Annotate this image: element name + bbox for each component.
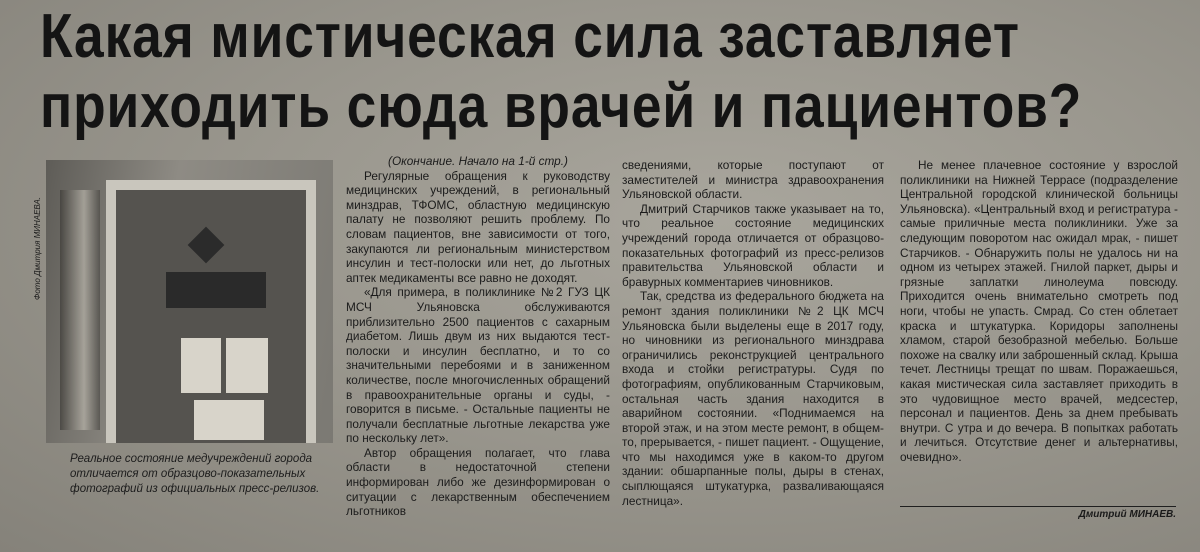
photo-damaged-wall [60,190,100,430]
paragraph: Не менее плачевное состояние у взрослой поликлиники на Нижней Террасе (подразделение Центральной городской клинической больницы Ульяновска). «Центральный вход и регистратура - самые приличные места поликлиники. Уже за следующим поворотом нас ожидал мрак, - пишет Старчиков. - Обнаружить полы не удалось ни на одном из четырех этажей. Гнилой паркет, дыры и грязные заплатки линолеума повсюду. Приходится очень внимательно смотреть под ноги, чтобы не упасть. Смрад. Со стен облетает краска и штукатурка. Коридоры заполнены хламом, старой безобразной мебелью. Больше похоже на свалку или заброшенный склад. Крыша течет. Лестницы трещат по швам. Поражаешься, какая мистическая сила заставляет приходить в это чудовищное место врачей, медсестер, персонал и пациентов. День за днем пребывать внутри. С утра и до вечера. В попытках работать и лечиться. Отсутствие денег и альтернативы, очевидно». [900,158,1178,464]
article-column-1 [346,154,610,519]
paragraph: сведениями, которые поступают от заместителей и министра здравоохранения Ульяновской области. [622,158,884,202]
author-signature: Дмитрий МИНАЕВ. [1078,509,1176,520]
headline-line-1: Какая мистическая сила заставляет [40,2,1020,71]
photo-notice-1 [181,338,221,393]
continuation-note: (Окончание. Начало на 1-й стр.) [388,154,568,168]
article-column-3 [900,158,1178,464]
headline [40,2,1083,142]
photo-caption: Реальное состояние медучреждений города отличается от образцово-показательных фотографий из официальных пресс-релизов. [70,453,320,495]
photo-sign-board [166,272,266,308]
paragraph: «Для примера, в поликлинике №2 ГУЗ ЦК МСЧ Ульяновска обслуживаются приблизительно 2500 пациентов с сахарным диабетом. Лишь двум из них выдаются тест-полоски и инсулин бесплатно, и то со значительными перебоями и в заниженном количестве, после многочисленных обращений в правоохранительные органы и суды, - говорится в письме. - Остальные пациенты не получали бесплатные льготные лекарства уже по нескольку лет». [346,285,610,446]
paragraph: Дмитрий Старчиков также указывает на то, что реальное состояние медицинских учреждений города отличается от образцово-показательных фотографий из пресс-релизов правительства Ульяновской области и бравурных комментариев чиновников. [622,201,884,289]
author-rule [900,506,1176,507]
headline-line-2: приходить сюда врачей и пациентов? [40,72,1083,141]
paragraph: Регулярные обращения к руководству медицинских учреждений, в региональный минздрав, ТФОМС, областную медицинскую палату не позволяют решить проблему. По словам пациентов, вне зависимости от того, закупаются ли региональным министерством инсулин и тест-полоски или нет, до льготных аптек медикаменты все равно не доходят. [346,168,610,285]
paragraph: Автор обращения полагает, что глава области в недостаточной степени информирован либо же дезинформирован о ситуации с лекарственным обеспечением льготников [346,445,610,519]
article-photo [46,160,333,443]
paragraph: Так, средства из федерального бюджета на ремонт здания поликлиники №2 ЦК МСЧ Ульяновска были выделены еще в 2017 году, но чиновники из регионального минздрава ограничились реконструкцией центрального входа и стойки регистратуры. Судя по фотографиям, опубликованным Старчиковым, остальная часть здания находится в аварийном состоянии. «Поднимаемся на второй этаж, и на этом месте ремонт, в общем-то, прерывается, - пишет пациент. - Ощущение, что мы находимся уже в каком-то другом здании: обшарпанные полы, дыры в стенах, сыплющаяся штукатурка, разваливающаяся лестница». [622,289,884,508]
photo-notice-3 [194,400,264,440]
photo-notice-2 [226,338,268,393]
photo-credit: Фото Дмитрия МИНАЕВА. [33,196,42,300]
article-column-2 [622,158,884,508]
